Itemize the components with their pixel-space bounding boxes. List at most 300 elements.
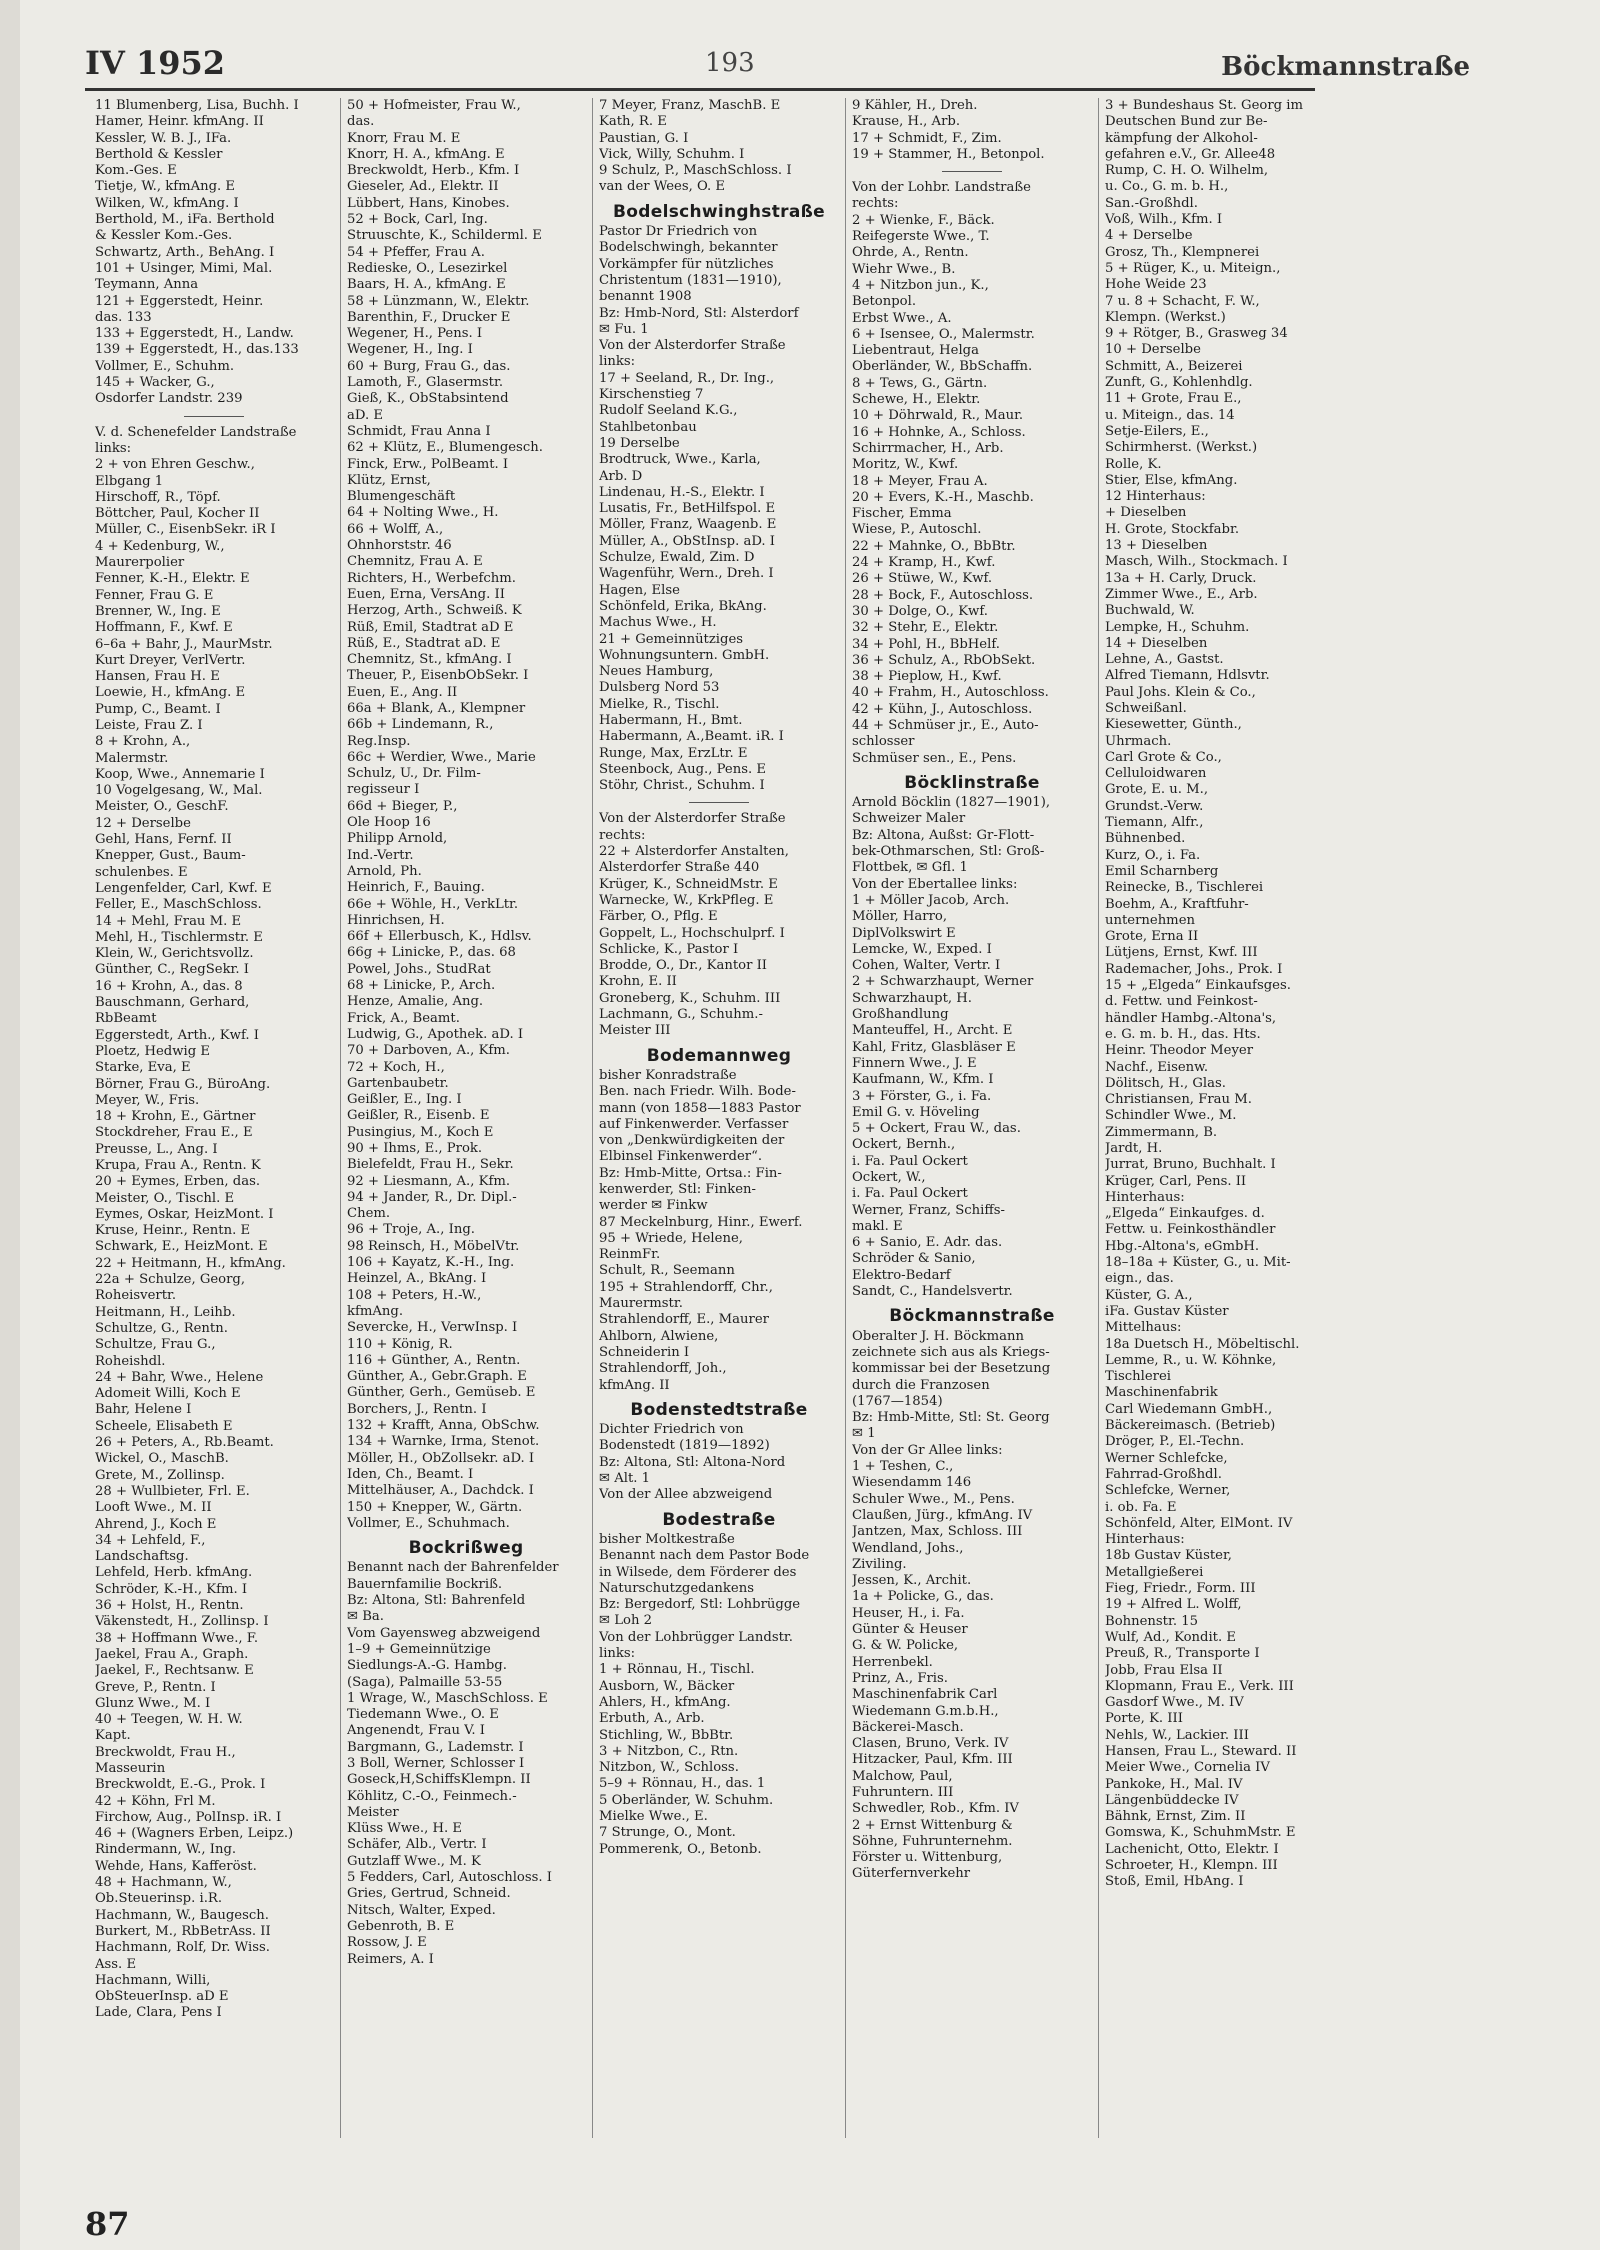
directory-entry: 72 + Koch, H., — [347, 1059, 445, 1075]
directory-entry: Tietje, W., kfmAng. E — [95, 179, 236, 195]
directory-entry: Landschaftsg. — [95, 1549, 189, 1565]
directory-entry: 9 Schulz, P., MaschSchloss. I — [599, 163, 792, 179]
directory-entry: Lehne, A., Gastst. — [1105, 652, 1224, 668]
directory-entry: 94 + Jander, R., Dr. Dipl.- — [347, 1189, 517, 1205]
directory-entry: Bäckereimasch. (Betrieb) — [1105, 1418, 1276, 1434]
directory-entry: Voß, Wilh., Kfm. I — [1105, 212, 1223, 228]
directory-entry: San.-Großhdl. — [1105, 195, 1198, 211]
directory-entry: schlosser — [852, 734, 915, 750]
directory-entry: 20 + Evers, K.-H., Maschb. — [852, 489, 1034, 505]
directory-entry: Hinterhaus: — [1105, 1532, 1185, 1548]
directory-entry: Reinecke, B., Tischlerei — [1105, 880, 1264, 896]
directory-entry: Brodtruck, Wwe., Karla, — [599, 452, 761, 468]
directory-entry: 108 + Peters, H.-W., — [347, 1287, 482, 1303]
directory-entry: Redieske, O., Lesezirkel — [347, 260, 508, 276]
directory-entry: Wiedemann G.m.b.H., — [852, 1703, 999, 1719]
directory-entry: Bäckerei-Masch. — [852, 1719, 964, 1735]
street-heading: Bodenstedtstraße — [630, 1399, 808, 1420]
directory-entry: Groneberg, K., Schuhm. III — [599, 990, 781, 1006]
directory-entry: 5 + Ockert, Frau W., das. — [852, 1121, 1021, 1137]
directory-entry: i. ob. Fa. E — [1105, 1499, 1177, 1515]
directory-entry: Kom.-Ges. E — [95, 163, 177, 179]
directory-entry: Schweizer Maler — [852, 811, 966, 827]
directory-entry: Pusingius, M., Koch E — [347, 1124, 494, 1140]
directory-entry: Wiesendamm 146 — [852, 1475, 972, 1491]
directory-entry: Eggerstedt, Arth., Kwf. I — [95, 1027, 259, 1043]
directory-entry: Goppelt, L., Hochschulprf. I — [599, 925, 785, 941]
directory-entry: Naturschutzgedankens — [599, 1580, 754, 1596]
directory-entry: Borchers, J., Rentn. I — [347, 1401, 487, 1417]
directory-entry: Klempn. (Werkst.) — [1105, 309, 1226, 325]
directory-entry: Machus Wwe., H. — [599, 615, 717, 631]
street-heading: Bockrißweg — [408, 1538, 524, 1559]
directory-entry: Baars, H. A., kfmAng. E — [347, 277, 506, 293]
directory-entry: Uhrmach. — [1105, 733, 1172, 749]
directory-entry: Masch, Wilh., Stockmach. I — [1105, 554, 1288, 570]
directory-entry: Förster u. Wittenburg, — [852, 1850, 1003, 1866]
directory-entry: 1–9 + Gemeinnützige — [347, 1641, 491, 1657]
directory-entry: iFa. Gustav Küster — [1105, 1303, 1229, 1319]
directory-entry: Knorr, H. A., kfmAng. E — [347, 146, 505, 162]
directory-entry: Bauernfamilie Bockriß. — [347, 1576, 503, 1592]
directory-entry: Gebenroth, B. E — [347, 1918, 455, 1934]
directory-entry: Grote, E. u. M., — [1105, 782, 1209, 798]
directory-entry: V. d. Schenefelder Landstraße — [95, 424, 297, 440]
directory-entry: 11 + Grote, Frau E., — [1105, 391, 1242, 407]
directory-entry: Bodelschwingh, bekannter — [599, 240, 778, 256]
directory-entry: eign., das. — [1105, 1271, 1174, 1287]
directory-entry: Tischlerei — [1105, 1369, 1172, 1385]
directory-entry: Von der Lohbrügger Landstr. — [599, 1629, 793, 1645]
directory-entry: Herrenbekl. — [852, 1654, 933, 1670]
directory-entry: Stoß, Emil, HbAng. I — [1105, 1874, 1244, 1890]
directory-entry: Betonpol. — [852, 294, 917, 310]
directory-entry: 24 + Bahr, Wwe., Helene — [95, 1369, 264, 1385]
directory-entry: 19 + Alfred L. Wolff, — [1105, 1597, 1242, 1613]
directory-entry: Boehm, A., Kraftfuhr- — [1105, 896, 1249, 912]
directory-entry: Rindermann, W., Ing. — [95, 1842, 237, 1858]
directory-entry: Henze, Amalie, Ang. — [347, 994, 484, 1010]
directory-entry: Emil G. v. Höveling — [852, 1104, 980, 1120]
directory-entry: Bz: Hmb-Nord, Stl: Alsterdorf — [599, 305, 799, 321]
directory-entry: Längenbüddecke IV — [1105, 1792, 1239, 1808]
directory-entry: 1 Wrage, W., MaschSchloss. E — [347, 1690, 548, 1706]
directory-entry: 66d + Bieger, P., — [347, 798, 458, 814]
directory-entry: Paul Johs. Klein & Co., — [1105, 684, 1256, 700]
directory-entry: Bz: Hmb-Mitte, Ortsa.: Fin- — [599, 1165, 782, 1181]
directory-entry: Schäfer, Alb., Vertr. I — [347, 1837, 487, 1853]
directory-entry: 150 + Knepper, W., Gärtn. — [347, 1499, 523, 1515]
directory-entry: 32 + Stehr, E., Elektr. — [852, 620, 999, 636]
directory-entry: Elektro-Bedarf — [852, 1267, 951, 1283]
directory-entry: Küster, G. A., — [1105, 1287, 1193, 1303]
directory-entry: Schwartz, Arth., BehAng. I — [95, 244, 275, 260]
directory-entry: Schwedler, Rob., Kfm. IV — [852, 1801, 1019, 1817]
directory-entry: 60 + Burg, Frau G., das. — [347, 358, 511, 374]
directory-entry: Rademacher, Johs., Prok. I — [1105, 961, 1283, 977]
directory-entry: aD. E — [347, 407, 383, 423]
directory-entry: Herzog, Arth., Schweiß. K — [347, 603, 522, 619]
directory-entry: Erbst Wwe., A. — [852, 310, 952, 326]
directory-entry: Lemme, R., u. W. Köhnke, — [1105, 1352, 1277, 1368]
directory-entry: 15 + „Elgeda“ Einkaufsges. — [1105, 978, 1291, 994]
directory-entry: Nitsch, Walter, Exped. — [347, 1902, 496, 1918]
directory-entry: rechts: — [852, 196, 899, 212]
directory-entry: gefahren e.V., Gr. Allee48 — [1105, 146, 1276, 162]
directory-entry: Kath, R. E — [599, 114, 667, 130]
directory-entry: ReinmFr. — [599, 1247, 661, 1263]
directory-entry: Bähnk, Ernst, Zim. II — [1105, 1809, 1246, 1825]
directory-entry: 22 + Mahnke, O., BbBtr. — [852, 538, 1016, 554]
directory-entry: Schlefcke, Werner, — [1105, 1483, 1231, 1499]
directory-entry: 5 Fedders, Carl, Autoschloss. I — [347, 1870, 553, 1886]
directory-entry: Meier Wwe., Cornelia IV — [1105, 1760, 1270, 1776]
directory-entry: Breckwoldt, Herb., Kfm. I — [347, 163, 520, 179]
directory-entry: 5 + Rüger, K., u. Miteign., — [1105, 260, 1281, 276]
directory-entry: 18 + Krohn, E., Gärtner — [95, 1109, 256, 1125]
directory-entry: Blumengeschäft — [347, 489, 456, 505]
directory-entry: Möller, Harro, — [852, 909, 948, 925]
directory-entry: Gehl, Hans, Fernf. II — [95, 832, 232, 848]
directory-entry: 26 + Peters, A., Rb.Beamt. — [95, 1435, 274, 1451]
directory-entry: Fahrrad-Großhdl. — [1105, 1466, 1222, 1482]
directory-entry: Rudolf Seeland K.G., — [599, 403, 738, 419]
directory-entry: Chemnitz, St., kfmAng. I — [347, 652, 512, 668]
directory-entry: Lütjens, Ernst, Kwf. III — [1105, 945, 1258, 961]
directory-entry: Nachf., Eisenw. — [1105, 1059, 1209, 1075]
directory-entry: regisseur I — [347, 782, 420, 798]
directory-entry: d. Fettw. und Feinkost- — [1105, 994, 1258, 1010]
directory-entry: Liebentraut, Helga — [852, 343, 979, 359]
directory-entry: Meister III — [599, 1023, 671, 1039]
directory-entry: i. Fa. Paul Ockert — [852, 1153, 968, 1169]
directory-entry: Ahlborn, Alwiene, — [599, 1328, 719, 1344]
directory-entry: Lemcke, W., Exped. I — [852, 941, 992, 957]
directory-entry: 28 + Wullbieter, Frl. E. — [95, 1483, 250, 1499]
directory-entry: Bielefeldt, Frau H., Sekr. — [347, 1157, 514, 1173]
directory-entry: händler Hambg.-Altona's, — [1105, 1010, 1277, 1026]
directory-entry: Lade, Clara, Pens I — [95, 2005, 222, 2021]
directory-entry: Maurermstr. — [599, 1296, 683, 1312]
directory-entry: Deutschen Bund zur Be- — [1105, 114, 1268, 130]
directory-entry: makl. E — [852, 1218, 903, 1234]
directory-entry: Kessler, W. B. J., IFa. — [95, 130, 232, 146]
directory-entry: 21 + Gemeinnütziges — [599, 631, 744, 647]
directory-entry: Färber, O., Pflg. E — [599, 909, 718, 925]
directory-entry: Claußen, Jürg., kfmAng. IV — [852, 1507, 1033, 1523]
directory-entry: Lachenicht, Otto, Elektr. I — [1105, 1841, 1279, 1857]
directory-column-5 — [1105, 98, 1335, 1891]
directory-entry: Schmüser sen., E., Pens. — [852, 750, 1017, 766]
directory-entry: Schulz, U., Dr. Film- — [347, 766, 481, 782]
directory-entry: Lamoth, F., Glasermstr. — [347, 375, 504, 391]
directory-entry: ObSteuerInsp. aD E — [95, 1989, 229, 2005]
directory-entry: Krohn, E. II — [599, 974, 677, 990]
directory-entry: Hachmann, Rolf, Dr. Wiss. — [95, 1940, 270, 1956]
directory-entry: Gries, Gertrud, Schneid. — [347, 1886, 511, 1902]
directory-entry: 96 + Troje, A., Ing. — [347, 1222, 475, 1238]
page-number-bottom: 87 — [85, 2205, 130, 2243]
directory-entry: Maschinenfabrik Carl — [852, 1687, 998, 1703]
directory-entry: Möller, Franz, Waagenb. E — [599, 517, 777, 533]
directory-entry: 4 + Kedenburg, W., — [95, 538, 225, 554]
directory-entry: Hinterhaus: — [1105, 1189, 1185, 1205]
directory-entry: Elbgang 1 — [95, 473, 164, 489]
directory-entry: ✉ Alt. 1 — [599, 1471, 651, 1487]
directory-entry: Cohen, Walter, Vertr. I — [852, 958, 1001, 974]
directory-entry: 36 + Schulz, A., RbObSekt. — [852, 652, 1036, 668]
directory-entry: Jobb, Frau Elsa II — [1105, 1662, 1223, 1678]
directory-entry: Christentum (1831—1910), — [599, 272, 782, 288]
directory-entry: 18a Duetsch H., Möbeltischl. — [1105, 1336, 1300, 1352]
directory-entry: Kurt Dreyer, VerlVertr. — [95, 652, 246, 668]
directory-entry: Vom Gayensweg abzweigend — [347, 1625, 541, 1641]
directory-entry: Meister — [347, 1804, 399, 1820]
directory-entry: 44 + Schmüser jr., E., Auto- — [852, 717, 1039, 733]
directory-entry: Von der Ebertallee links: — [852, 876, 1018, 892]
directory-entry: 8 + Tews, G., Gärtn. — [852, 375, 988, 391]
directory-entry: Hinrichsen, H. — [347, 912, 445, 928]
directory-entry: Benannt nach der Bahrenfelder — [347, 1560, 559, 1576]
directory-entry: Emil Scharnberg — [1105, 863, 1219, 879]
directory-entry: Oberalter J. H. Böckmann — [852, 1328, 1024, 1344]
directory-entry: 133 + Eggerstedt, H., Landw. — [95, 326, 294, 342]
directory-entry: Wiese, P., Autoschl. — [852, 522, 982, 538]
directory-entry: Roheishdl. — [95, 1353, 166, 1369]
directory-entry: Jaekel, F., Rechtsanw. E — [95, 1663, 254, 1679]
directory-entry: Von der Alsterdorfer Straße — [599, 338, 786, 354]
directory-entry: Ploetz, Hedwig E — [95, 1043, 210, 1059]
directory-entry: bisher Konradstraße — [599, 1067, 737, 1083]
header-rule — [85, 88, 1315, 91]
directory-entry: links: — [599, 354, 636, 370]
directory-entry: Loewie, H., kfmAng. E — [95, 685, 246, 701]
directory-entry: Berthold, M., iFa. Berthold — [95, 212, 275, 228]
directory-entry: Hbg.-Altona's, eGmbH. — [1105, 1238, 1260, 1254]
directory-entry: Frick, A., Beamt. — [347, 1010, 460, 1026]
directory-entry: 6–6a + Bahr, J., MaurMstr. — [95, 636, 273, 652]
directory-entry: Wulf, Ad., Kondit. E — [1105, 1629, 1236, 1645]
directory-entry: 101 + Usinger, Mimi, Mal. — [95, 260, 273, 276]
directory-entry: 40 + Frahm, H., Autoschloss. — [852, 685, 1049, 701]
directory-entry: Greve, P., Rentn. I — [95, 1679, 216, 1695]
directory-entry: Hansen, Frau H. E — [95, 669, 220, 685]
directory-entry: Ahrend, J., Koch E — [95, 1516, 217, 1532]
directory-entry: Buchwald, W. — [1105, 603, 1195, 619]
directory-entry: Paustian, G. I — [599, 130, 689, 146]
directory-entry: Alsterdorfer Straße 440 — [599, 860, 760, 876]
directory-entry: Stockdreher, Frau E., E — [95, 1125, 253, 1141]
directory-entry: Schönfeld, Erika, BkAng. — [599, 598, 767, 614]
directory-entry: 58 + Lünzmann, W., Elektr. — [347, 293, 530, 309]
section-label: IV 1952 — [85, 44, 225, 82]
directory-entry: Pastor Dr Friedrich von — [599, 224, 758, 240]
directory-entry: Kapt. — [95, 1728, 131, 1744]
directory-entry: Heinzel, A., BkAng. I — [347, 1271, 487, 1287]
directory-entry: 18 + Meyer, Frau A. — [852, 473, 988, 489]
directory-entry: 38 + Pieplow, H., Kwf. — [852, 669, 1002, 685]
directory-entry: 66 + Wolff, A., — [347, 521, 444, 537]
directory-entry: Ausborn, W., Bäcker — [599, 1678, 735, 1694]
directory-column-2 — [347, 98, 585, 1968]
directory-entry: 2 + Wienke, F., Bäck. — [852, 212, 995, 228]
directory-entry: Scheele, Elisabeth E — [95, 1418, 233, 1434]
directory-entry: 7 u. 8 + Schacht, F. W., — [1105, 293, 1260, 309]
directory-entry: + Dieselben — [1105, 505, 1187, 521]
directory-entry: in Wilsede, dem Förderer des — [599, 1564, 797, 1580]
directory-entry: 28 + Bock, F., Autoschloss. — [852, 587, 1034, 603]
directory-entry: Breckwoldt, Frau H., — [95, 1744, 236, 1760]
directory-entry: 54 + Pfeffer, Frau A. — [347, 244, 485, 260]
directory-entry: 8 + Krohn, A., — [95, 734, 191, 750]
directory-entry: G. & W. Policke, — [852, 1638, 959, 1654]
directory-entry: 98 Reinsch, H., MöbelVtr. — [347, 1238, 520, 1254]
directory-entry: Maschinenfabrik — [1105, 1385, 1218, 1401]
directory-entry: Wickel, O., MaschB. — [95, 1451, 229, 1467]
directory-entry: Chem. — [347, 1206, 391, 1222]
directory-entry: Eymes, Oskar, HeizMont. I — [95, 1206, 274, 1222]
directory-entry: 12 + Derselbe — [95, 815, 191, 831]
directory-entry: Schlicke, K., Pastor I — [599, 941, 739, 957]
directory-entry: Alfred Tiemann, Hdlsvtr. — [1105, 668, 1270, 684]
directory-entry: 9 + Rötger, B., Grasweg 34 — [1105, 326, 1288, 342]
directory-entry: Stichling, W., BbBtr. — [599, 1727, 734, 1743]
directory-entry: Schultze, Frau G., — [95, 1337, 216, 1353]
directory-entry: Werner Schlefcke, — [1105, 1450, 1228, 1466]
directory-entry: Kruse, Heinr., Rentn. E — [95, 1223, 251, 1239]
directory-entry: Ludwig, G., Apothek. aD. I — [347, 1026, 524, 1042]
directory-entry: kfmAng. — [347, 1303, 404, 1319]
directory-entry: Meister, O., Tischl. E — [95, 1190, 235, 1206]
directory-entry: & Kessler Kom.-Ges. — [95, 228, 233, 244]
directory-entry: Hirschoff, R., Töpf. — [95, 489, 221, 505]
street-heading: Böckmannstraße — [889, 1306, 1055, 1327]
directory-entry: Runge, Max, ErzLtr. E — [599, 745, 748, 761]
directory-entry: Lusatis, Fr., BetHilfspol. E — [599, 501, 776, 517]
directory-entry: Barenthin, F., Drucker E — [347, 309, 511, 325]
directory-entry: Grote, Erna II — [1105, 929, 1199, 945]
directory-entry: Schirrmacher, H., Arb. — [852, 440, 1004, 456]
directory-entry: Kahl, Fritz, Glasbläser E — [852, 1039, 1016, 1055]
directory-entry: Lübbert, Hans, Kinobes. — [347, 195, 510, 211]
directory-entry: 5–9 + Rönnau, H., das. 1 — [599, 1776, 766, 1792]
directory-entry: Angenendt, Frau V. I — [347, 1723, 485, 1739]
directory-entry: Gomswa, K., SchuhmMstr. E — [1105, 1825, 1296, 1841]
directory-entry: Teymann, Anna — [95, 277, 199, 293]
directory-entry: Gasdorf Wwe., M. IV — [1105, 1695, 1244, 1711]
directory-entry: Dichter Friedrich von — [599, 1422, 744, 1438]
directory-entry: Erbuth, A., Arb. — [599, 1711, 705, 1727]
directory-column-1 — [95, 98, 333, 2022]
directory-entry: 2 + von Ehren Geschw., — [95, 457, 255, 473]
directory-entry: Moritz, W., Kwf. — [852, 457, 959, 473]
directory-entry: unternehmen — [1105, 912, 1195, 928]
directory-entry: Bauschmann, Gerhard, — [95, 995, 250, 1011]
directory-entry: van der Wees, O. E — [599, 179, 726, 195]
directory-entry: Rump, C. H. O. Wilhelm, — [1105, 163, 1269, 179]
directory-entry: Hansen, Frau L., Steward. II — [1105, 1743, 1297, 1759]
directory-entry: 40 + Teegen, W. H. W. — [95, 1712, 243, 1728]
directory-entry: Ben. nach Friedr. Wilh. Bode- — [599, 1084, 796, 1100]
directory-entry: Hachmann, W., Baugesch. — [95, 1907, 269, 1923]
directory-entry: Zunft, G., Kohlenhdlg. — [1105, 375, 1253, 391]
directory-entry: Metallgießerei — [1105, 1564, 1204, 1580]
directory-entry: u. Miteign., das. 14 — [1105, 407, 1235, 423]
directory-entry: Schulze, Ewald, Zim. D — [599, 550, 755, 566]
directory-entry: 6 + Isensee, O., Malermstr. — [852, 326, 1035, 342]
directory-entry: RbBeamt — [95, 1011, 157, 1027]
directory-entry: 13a + H. Carly, Druck. — [1105, 570, 1257, 586]
directory-entry: Grosz, Th., Klempnerei — [1105, 244, 1260, 260]
directory-entry: 5 Oberländer, W. Schuhm. — [599, 1792, 774, 1808]
directory-entry: Gieß, K., ObStabsintend — [347, 391, 509, 407]
directory-entry: ✉ Ba. — [347, 1609, 384, 1625]
directory-entry: Jantzen, Max, Schloss. III — [852, 1524, 1023, 1540]
directory-entry: Finnern Wwe., J. E — [852, 1055, 977, 1071]
directory-entry: 38 + Hoffmann Wwe., F. — [95, 1630, 259, 1646]
directory-entry: 17 + Seeland, R., Dr. Ing., — [599, 370, 775, 386]
directory-entry: Bahr, Helene I — [95, 1402, 192, 1418]
directory-entry: Pump, C., Beamt. I — [95, 701, 221, 717]
directory-entry: 1 + Teshen, C., — [852, 1459, 954, 1475]
directory-entry: 22a + Schulze, Georg, — [95, 1272, 246, 1288]
directory-entry: Wiehr Wwe., B. — [852, 261, 956, 277]
column-divider — [340, 98, 341, 2138]
directory-entry: Wehde, Hans, Kafferöst. — [95, 1858, 257, 1874]
directory-entry: Lengenfelder, Carl, Kwf. E — [95, 880, 272, 896]
directory-entry: 145 + Wacker, G., — [95, 375, 215, 391]
directory-entry: Ahlers, H., kfmAng. — [599, 1694, 731, 1710]
directory-entry: Heinrich, F., Bauing. — [347, 880, 485, 896]
directory-entry: 14 + Mehl, Frau M. E — [95, 913, 242, 929]
directory-entry: Güterfernverkehr — [852, 1866, 971, 1882]
directory-entry: Grundst.-Verw. — [1105, 798, 1204, 814]
directory-entry: Rolle, K. — [1105, 456, 1162, 472]
directory-entry: Kirschenstieg 7 — [599, 387, 704, 403]
directory-entry: ✉ Fu. 1 — [599, 321, 649, 337]
directory-entry: Siedlungs-A.-G. Hambg. — [347, 1658, 507, 1674]
directory-entry: 18b Gustav Küster, — [1105, 1548, 1232, 1564]
directory-entry: Setje-Eilers, E., — [1105, 423, 1209, 439]
directory-column-4 — [852, 98, 1092, 1883]
directory-entry: Preuß, R., Transporte I — [1105, 1646, 1260, 1662]
directory-entry: Kurz, O., i. Fa. — [1105, 847, 1201, 863]
directory-entry: Rüß, E., Stadtrat aD. E — [347, 635, 501, 651]
directory-entry: Bühnenbed. — [1105, 831, 1186, 847]
directory-entry: Feller, E., MaschSchloss. — [95, 897, 262, 913]
directory-entry: Von der Alsterdorfer Straße — [599, 811, 786, 827]
directory-entry: Zimmermann, B. — [1105, 1124, 1218, 1140]
directory-entry: H. Grote, Stockfabr. — [1105, 521, 1240, 537]
directory-entry: Mittelhäuser, A., Dachdck. I — [347, 1483, 534, 1499]
directory-entry: 66e + Wöhle, H., VerkLtr. — [347, 896, 519, 912]
directory-entry: links: — [599, 1646, 636, 1662]
directory-entry: 42 + Kühn, J., Autoschloss. — [852, 701, 1033, 717]
directory-entry: Fieg, Friedr., Form. III — [1105, 1581, 1256, 1597]
directory-entry: Zimmer Wwe., E., Arb. — [1105, 586, 1258, 602]
directory-entry: Bargmann, G., Lademstr. I — [347, 1739, 524, 1755]
directory-entry: 1a + Policke, G., das. — [852, 1589, 994, 1605]
directory-entry: 70 + Darboven, A., Kfm. — [347, 1043, 510, 1059]
directory-entry: Stier, Else, kfmAng. — [1105, 472, 1238, 488]
directory-entry: Steenbock, Aug., Pens. E — [599, 761, 766, 777]
directory-entry: Roheisvertr. — [95, 1288, 177, 1304]
directory-entry: Arnold, Ph. — [347, 863, 422, 879]
directory-entry: Schröder, K.-H., Kfm. I — [95, 1581, 248, 1597]
directory-entry: 30 + Dolge, O., Kwf. — [852, 603, 988, 619]
directory-entry: Brenner, W., Ing. E — [95, 603, 221, 619]
directory-entry: Rossow, J. E — [347, 1935, 427, 1951]
